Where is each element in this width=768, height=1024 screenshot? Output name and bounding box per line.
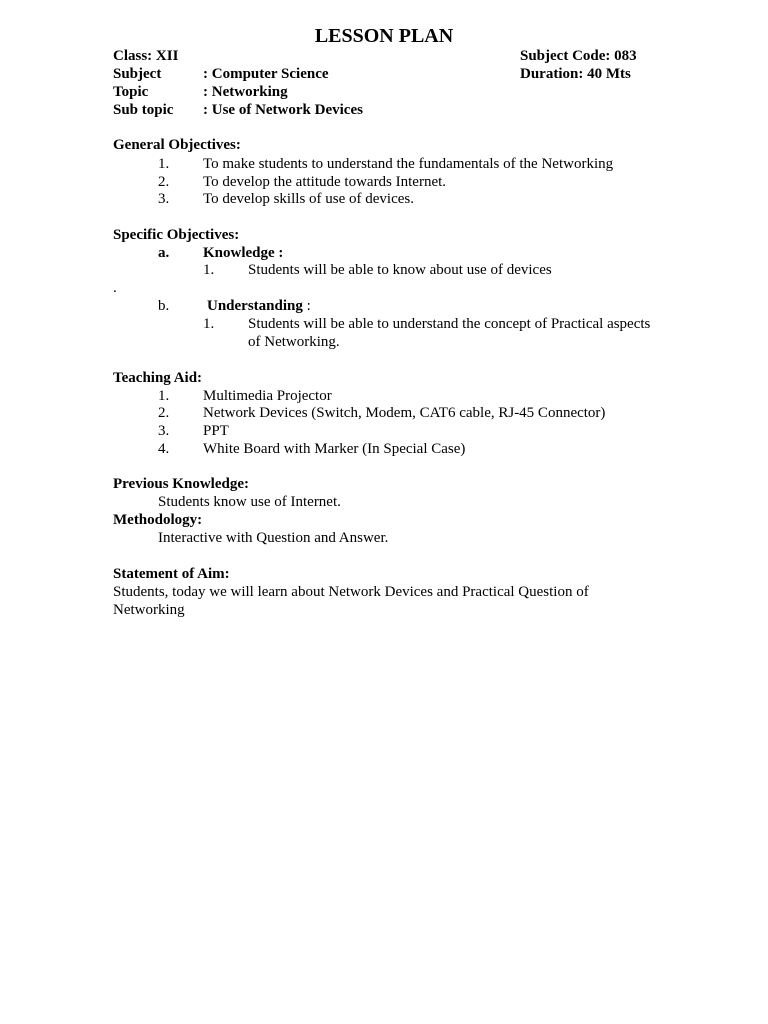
understanding-letter: b. xyxy=(158,298,170,314)
methodology-heading: Methodology: xyxy=(113,512,203,528)
knowledge-label: Knowledge : xyxy=(203,245,284,261)
list-item-line: of Networking. xyxy=(248,334,340,350)
subject-code: Subject Code: 083 xyxy=(520,48,637,64)
list-item-number: 2. xyxy=(158,405,170,421)
statement-of-aim-heading: Statement of Aim: xyxy=(113,566,230,582)
subtopic-label: Sub topic xyxy=(113,102,174,118)
list-item-number: 1. xyxy=(158,156,170,172)
list-item-number: 1. xyxy=(203,262,215,278)
list-item: To make students to understand the fundamentals of the Networking xyxy=(203,156,614,172)
teaching-aid-heading: Teaching Aid: xyxy=(113,370,203,386)
stray-dot: . xyxy=(113,280,117,296)
understanding-label: Understanding xyxy=(207,298,303,314)
list-item-number: 3. xyxy=(158,423,170,439)
list-item-number: 1. xyxy=(203,316,215,332)
subject-label: Subject xyxy=(113,66,162,82)
list-item-number: 4. xyxy=(158,441,170,457)
topic-value: : Networking xyxy=(203,84,288,100)
class-label: Class: XII xyxy=(113,48,179,64)
statement-of-aim-line: Networking xyxy=(113,602,185,618)
page-title: LESSON PLAN xyxy=(314,25,454,47)
topic-label: Topic xyxy=(113,84,149,100)
list-item-number: 3. xyxy=(158,191,170,207)
list-item: White Board with Marker (In Special Case) xyxy=(203,441,466,457)
list-item: To develop the attitude towards Internet. xyxy=(203,174,447,190)
previous-knowledge-heading: Previous Knowledge: xyxy=(113,476,249,492)
previous-knowledge-text: Students know use of Internet. xyxy=(158,494,341,510)
general-objectives-heading: General Objectives: xyxy=(113,137,241,153)
subject-value: : Computer Science xyxy=(203,66,329,82)
list-item-number: 1. xyxy=(158,388,170,404)
list-item: Students will be able to know about use of devices xyxy=(248,262,552,278)
duration: Duration: 40 Mts xyxy=(520,66,631,82)
list-item: To develop skills of use of devices. xyxy=(203,191,414,207)
statement-of-aim-line: Students, today we will learn about Network Devices and Practical Question of xyxy=(113,584,589,600)
specific-objectives-heading: Specific Objectives: xyxy=(113,227,240,243)
subtopic-value: : Use of Network Devices xyxy=(203,102,363,118)
list-item-line: Students will be able to understand the concept of Practical aspects xyxy=(248,316,651,332)
list-item: Network Devices (Switch, Modem, CAT6 cable, RJ-45 Connector) xyxy=(203,405,606,421)
understanding-suffix: : xyxy=(302,298,311,314)
list-item-number: 2. xyxy=(158,174,170,190)
list-item: Multimedia Projector xyxy=(203,388,332,404)
list-item: PPT xyxy=(203,423,229,439)
methodology-text: Interactive with Question and Answer. xyxy=(158,530,389,546)
understanding-label-row xyxy=(207,297,311,315)
knowledge-letter: a. xyxy=(158,245,170,261)
